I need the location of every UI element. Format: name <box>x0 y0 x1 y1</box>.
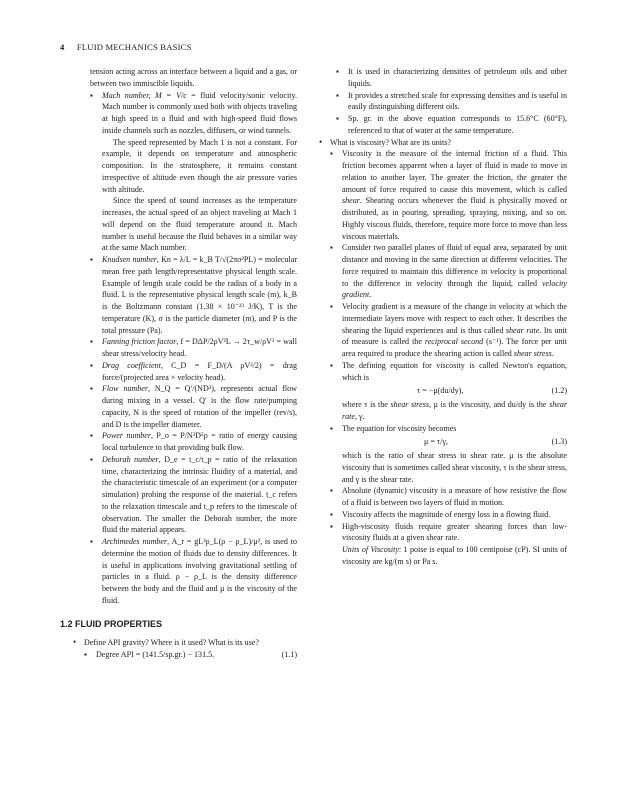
units-label: Units of Viscosity <box>342 545 399 554</box>
term-fanning: Fanning friction factor <box>102 337 177 347</box>
list-item-viscosity-5: ▪ The equation for viscosity becomes μ = τ/γ, (1.3) which is the ratio of shear stress to shear rate. μ is the absolute viscosity that is sometimes called shear viscosity, τ is the shear stress, and γ is the shear rate. <box>330 423 567 486</box>
running-title: FLUID MECHANICS BASICS <box>76 42 192 52</box>
term-archimedes: Archimedes number <box>102 537 168 546</box>
question-list-api <box>84 637 297 661</box>
left-column <box>60 66 298 661</box>
list-item-api-1: ▪ It is used in characterizing densities of petroleum oils and other liquids. <box>336 66 567 90</box>
list-item-power: ▪ Power number, P_o = P/N³D⁵ρ = ratio of energy causing local turbulence to that providing bulk flow. <box>90 430 297 454</box>
list-item-mach: ▪ Mach number, M = V/c = fluid velocity/sonic velocity. Mach number is commonly used both with objects traveling at high speed in a fluid and with high-speed fluid flows inside channels such as nozzles, diffusers, or wind tunnels. The speed represented by Mach 1 is not a constant. For example, it depends on temperature and atmospheric composition. In the stratosphere, it remains constant irrespective of altitude even though the air pressure varies with altitude. Since the speed of sound increases as the temperature increases, the actual speed of an object traveling at Mach 1 will depend on the fluid temperature around it. Mach number is useful because the fluid behaves in a similar way at the same Mach number. <box>90 90 297 255</box>
page-number: 4 <box>60 42 65 52</box>
list-item-api-2: ▪ It provides a stretched scale for expressing densities and is useful in easily distinguishing different oils. <box>336 90 567 114</box>
list-item-viscosity-7: ▪ Viscosity affects the magnitude of energy loss in a flowing fluid. <box>330 509 567 521</box>
term-mach: Mach number, M = V/c <box>102 90 187 100</box>
term-knudsen: Knudsen number <box>102 255 157 264</box>
list-item-viscosity-6: ▪ Absolute (dynamic) viscosity is a measure of how resistive the flow of a fluid is between two layers of fluid in motion. <box>330 485 567 509</box>
list-item-viscosity-3: ▪ Velocity gradient is a measure of the change in velocity at which the intermediate layers move with respect to each other. It describes the shearing the liquid experiences and is thus called shear rate. Its unit of measure is called the reciprocal second (s⁻¹). The force per unit area required to produce the shearing action is called shear stress. <box>330 301 567 360</box>
question-api: • Define API gravity? Where is it used? What is its use? ▪ Degree API = (141.5/sp.gr.) − 131.5. (1.1) <box>72 637 297 661</box>
paragraph-mach1: The speed represented by Mach 1 is not a constant. For example, it depends on temperature and atmospheric composition. In the stratosphere, it remains constant irrespective of altitude even though the air pressure varies with altitude. <box>102 137 297 194</box>
equation-1-3: μ = τ/γ, <box>424 437 448 447</box>
right-column <box>330 66 568 568</box>
dimensionless-list <box>90 90 297 607</box>
list-item-flow: ▪ Flow number, N_Q = Q′/(ND³), represents actual flow during mixing in a vessel. Q′ is the flow rate/pumping capacity, N is the speed of rotation of the impeller (rev/s), and D is the impeller diameter. <box>90 383 297 430</box>
list-item-drag: ▪ Drag coefficient, C_D = F_D/(A ρV²/2) = drag force/(projected area × velocity head). <box>90 360 297 384</box>
equation-number-1-2: (1.2) <box>551 386 567 396</box>
paragraph-tension: tension acting across an interface between a liquid and a gas, or between two immiscible liquids. <box>90 67 297 88</box>
question-viscosity: • What is viscosity? What are its units? ▪ Viscosity is the measure of the internal friction of a fluid. This friction becomes apparent when a layer of fluid is made to move in relation to another layer. The greater the friction, the greater the amount of force required to cause this movement, which is called shear. Shearing occurs whenever the fluid is physically moved or distributed, as in pouring, spreading, spraying, mixing, and so on. Highly viscous fluids, therefore, require more force to move than less viscous materials. ▪ Consider two parallel planes of fluid of equal area, separated by unit distance and moving in the same direction at different velocities. The force required to maintain this difference in velocity is proportional to the difference in velocity through the liquid, called velocity gradient. ▪ Velocity gradient is a measure of the change in velocity at which the intermediate layers move with respect to each other. It describes the shearing the liquid experiences and is thus called shear rate. Its unit of measure is called the reciprocal second (s⁻¹). The force per unit area required to produce the shearing action is called shear stress. ▪ The defining equation for viscosity is called Newton's equation, which is τ = −μ(du/dy), (1.2) where τ is the shear stress, μ is the viscosity, and du/dy is the shear rate, γ. ▪ The equation for viscosity becomes μ = τ/γ, (1.3) which is the ratio of shear stress to shear rate. μ is the absolute viscosity that is sometimes called shear viscosity, τ is the shear stress, and γ is the shear rate. ▪ Absolute (dynamic) viscosity is a measure of how resistive the flow of a fluid is between two layers of fluid in motion. ▪ Viscosity affects the magnitude of energy loss in a flowing fluid. ▪ High-viscosity fluids require greater shearing forces than low-viscosity fluids at a given shear rate. Units of Viscosity: 1 poise is equal to 100 centipoise (cP). SI units of viscosity are kg/(m s) or Pa s. <box>318 137 567 568</box>
term-drag: Drag coefficient <box>102 360 161 370</box>
term-deborah: Deborah number <box>102 454 159 464</box>
equation-1-2: τ = −μ(du/dy), <box>417 386 464 396</box>
term-flow: Flow number <box>102 384 148 394</box>
list-item-viscosity-4: ▪ The defining equation for viscosity is called Newton's equation, which is τ = −μ(du/dy), (1.2) where τ is the shear stress, μ is the viscosity, and du/dy is the shear rate, γ. <box>330 360 567 423</box>
list-item-viscosity-8: ▪ High-viscosity fluids require greater shearing forces than low-viscosity fluids at a given shear rate. Units of Viscosity: 1 poise is equal to 100 centipoise (cP). SI units of viscosity are kg/(m s) or Pa s. <box>330 521 567 568</box>
equation-number-1-3: (1.3) <box>551 437 567 447</box>
section-heading: 1.2 FLUID PROPERTIES <box>60 618 163 629</box>
term-power: Power number <box>102 431 151 441</box>
equation-1-1: ▪ Degree API = (141.5/sp.gr.) − 131.5. <box>96 650 215 659</box>
list-item-knudsen: ▪ Knudsen number, Kn = λ/L = k_B T/√(2πσ²PL) = molecular mean free path length/representative physical length scale. Example of length scale could be the radius of a body in a fluid. L is the representative physical length scale (m), k_B is the Boltzmann constant (1.38 × 10⁻²³ J/K), T is the temperature (K), σ is the particle diameter (m), and P is the total pressure (Pa). <box>90 254 297 336</box>
equation-number-1-1: (1.1) <box>281 650 297 659</box>
list-item-viscosity-1: ▪ Viscosity is the measure of the internal friction of a fluid. This friction becomes apparent when a layer of fluid is made to move in relation to another layer. The greater the friction, the greater the amount of force required to cause this movement, which is called shear. Shearing occurs whenever the fluid is physically moved or distributed, as in pouring, spreading, spraying, mixing, and so on. Highly viscous fluids, therefore, require more force to move than less viscous materials. <box>330 148 567 242</box>
list-item-viscosity-2: ▪ Consider two parallel planes of fluid of equal area, separated by unit distance and moving in the same direction at different velocities. The force required to maintain this difference in velocity is proportional to the difference in velocity through the liquid, called velocity gradient. <box>330 242 567 301</box>
list-item-api-3: ▪ Sp. gr. in the above equation corresponds to 15.6°C (60°F), referenced to that of water at the same temperature. <box>336 113 567 137</box>
list-item-deborah: ▪ Deborah number, D_e = t_c/t_p = ratio of the relaxation time, characterizing the intrinsic fluidity of a material, and the characteristic timescale of an experiment (or a computer simulation) probing the response of the material. t_c refers to the relaxation timescale and t_p refers to the timescale of observation. The smaller the Deborah number, the more fluid the material appears. <box>90 454 297 536</box>
list-item-api-equation <box>84 649 297 661</box>
list-item-fanning: ▪ Fanning friction factor, f = DΔP/2ρV²L → 2τ_w/ρV² = wall shear stress/velocity head. <box>90 336 297 360</box>
page-header <box>60 42 192 52</box>
list-item-archimedes: ▪ Archimedes number, A_r = gL³ρ_L(ρ − ρ_L)/μ², is used to determine the motion of fluids due to density differences. It is useful in applications involving gravitational settling of particles in a fluid. ρ − ρ_L is the density difference between the body and the fluid and μ is the viscosity of the fluid. <box>90 536 297 607</box>
paragraph-sound: Since the speed of sound increases as the temperature increases, the actual speed of an object traveling at Mach 1 will depend on the fluid temperature around it. Mach number is useful because the fluid behaves in a similar way at the same Mach number. <box>102 196 297 253</box>
